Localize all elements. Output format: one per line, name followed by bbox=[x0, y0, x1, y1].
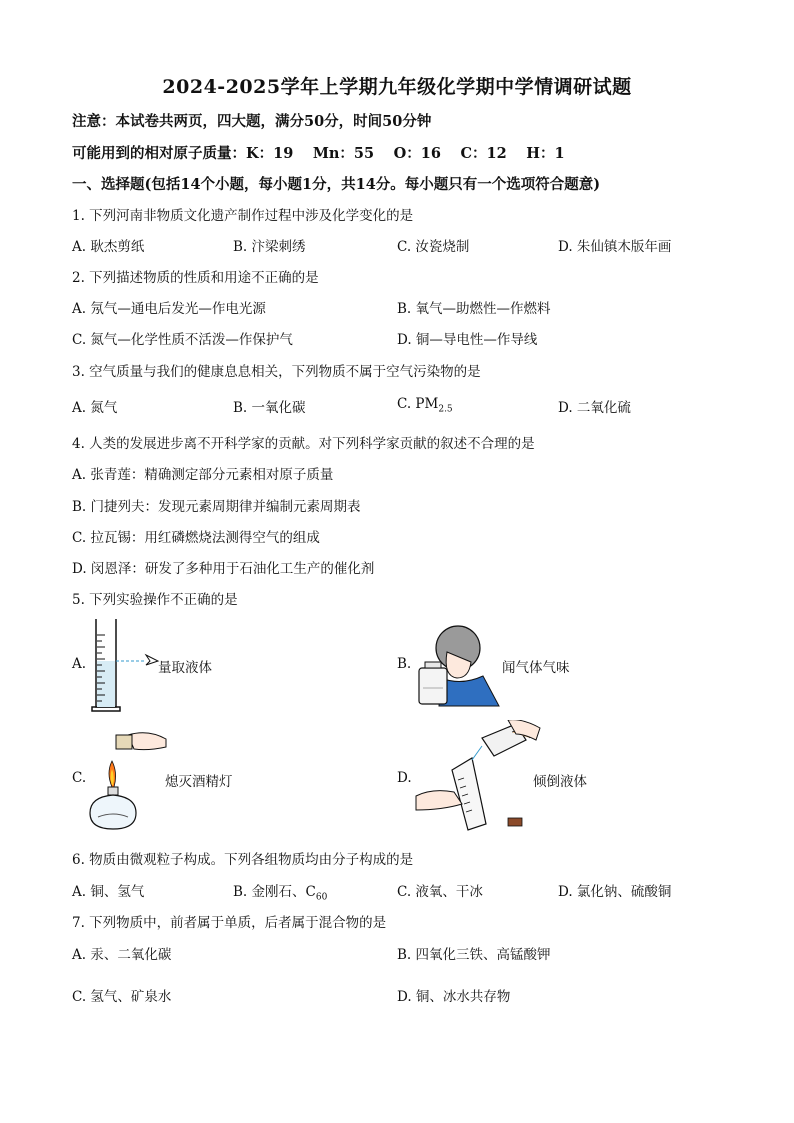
q6-option-c: C. 液氧、干冰 bbox=[397, 884, 483, 900]
q5-option-a-text: 量取液体 bbox=[158, 660, 212, 676]
q3-option-d: D. 二氧化硫 bbox=[558, 400, 631, 416]
q1-option-c: C. 汝瓷烧制 bbox=[397, 239, 470, 255]
alcohol-lamp-figure bbox=[88, 725, 170, 833]
q4-option-b: B. 门捷列夫：发现元素周期律并编制元素周期表 bbox=[72, 499, 361, 515]
q3-option-a: A. 氮气 bbox=[72, 400, 118, 416]
q5-option-a-letter: A. bbox=[72, 656, 87, 672]
question-6-stem: 6. 物质由微观粒子构成。下列各组物质均由分子构成的是 bbox=[72, 852, 414, 868]
q2-option-a: A. 氖气—通电后发光—作电光源 bbox=[72, 301, 266, 317]
atomic-mass-line: 可能用到的相对原子质量：K：19 Mn：55 O：16 C：12 H：1 bbox=[72, 145, 565, 162]
q2-option-c: C. 氮气—化学性质不活泼—作保护气 bbox=[72, 332, 293, 348]
q5-option-d-text: 倾倒液体 bbox=[533, 774, 587, 790]
exam-notice: 注意：本试卷共两页，四大题，满分50分，时间50分钟 bbox=[72, 113, 432, 130]
question-3-stem: 3. 空气质量与我们的健康息息相关，下列物质不属于空气污染物的是 bbox=[72, 364, 481, 380]
q4-option-a: A. 张青莲：精确测定部分元素相对原子质量 bbox=[72, 467, 334, 483]
q5-option-b-text: 闻气体气味 bbox=[502, 660, 570, 676]
question-4-stem: 4. 人类的发展进步离不开科学家的贡献。对下列科学家贡献的叙述不合理的是 bbox=[72, 436, 535, 452]
q7-option-a: A. 汞、二氧化碳 bbox=[72, 947, 172, 963]
section-heading: 一、选择题(包括14个小题，每小题1分，共14分。每小题只有一个选项符合题意) bbox=[72, 176, 601, 193]
q6-option-b: B. 金刚石、$C_{60}$ bbox=[233, 884, 328, 903]
question-7-stem: 7. 下列物质中，前者属于单质，后者属于混合物的是 bbox=[72, 915, 387, 931]
q2-option-b: B. 氧气—助燃性—作燃料 bbox=[397, 301, 551, 317]
q3-option-c: C. $PM_{2.5}$ bbox=[397, 396, 453, 415]
q2-option-d: D. 铜—导电性—作导线 bbox=[397, 332, 538, 348]
page-title: 2024-2025学年上学期九年级化学期中学情调研试题 bbox=[162, 76, 632, 98]
q6-option-a: A. 铜、氢气 bbox=[72, 884, 145, 900]
q4-option-c: C. 拉瓦锡：用红磷燃烧法测得空气的组成 bbox=[72, 530, 320, 546]
q3-option-b: B. 一氧化碳 bbox=[233, 400, 306, 416]
q5-option-b-letter: B. bbox=[397, 656, 412, 672]
measuring-cylinder-figure bbox=[88, 615, 168, 715]
q7-option-b: B. 四氧化三铁、高锰酸钾 bbox=[397, 947, 551, 963]
q7-option-c: C. 氢气、矿泉水 bbox=[72, 989, 172, 1005]
question-2-stem: 2. 下列描述物质的性质和用途不正确的是 bbox=[72, 270, 319, 286]
q5-option-c-letter: C. bbox=[72, 770, 87, 786]
q1-option-b: B. 汴梁刺绣 bbox=[233, 239, 306, 255]
question-1-stem: 1. 下列河南非物质文化遗产制作过程中涉及化学变化的是 bbox=[72, 208, 414, 224]
q6-option-d: D. 氯化钠、硫酸铜 bbox=[558, 884, 672, 900]
pouring-liquid-figure bbox=[412, 720, 542, 832]
q7-option-d: D. 铜、冰水共存物 bbox=[397, 989, 511, 1005]
q5-option-c-text: 熄灭酒精灯 bbox=[165, 774, 233, 790]
q5-option-d-letter: D. bbox=[397, 770, 412, 786]
q1-option-d: D. 朱仙镇木版年画 bbox=[558, 239, 672, 255]
q4-option-d: D. 闵恩泽：研发了多种用于石油化工生产的催化剂 bbox=[72, 561, 375, 577]
question-5-stem: 5. 下列实验操作不正确的是 bbox=[72, 592, 238, 608]
q1-option-a: A. 耿杰剪纸 bbox=[72, 239, 145, 255]
smelling-gas-figure bbox=[413, 618, 503, 710]
